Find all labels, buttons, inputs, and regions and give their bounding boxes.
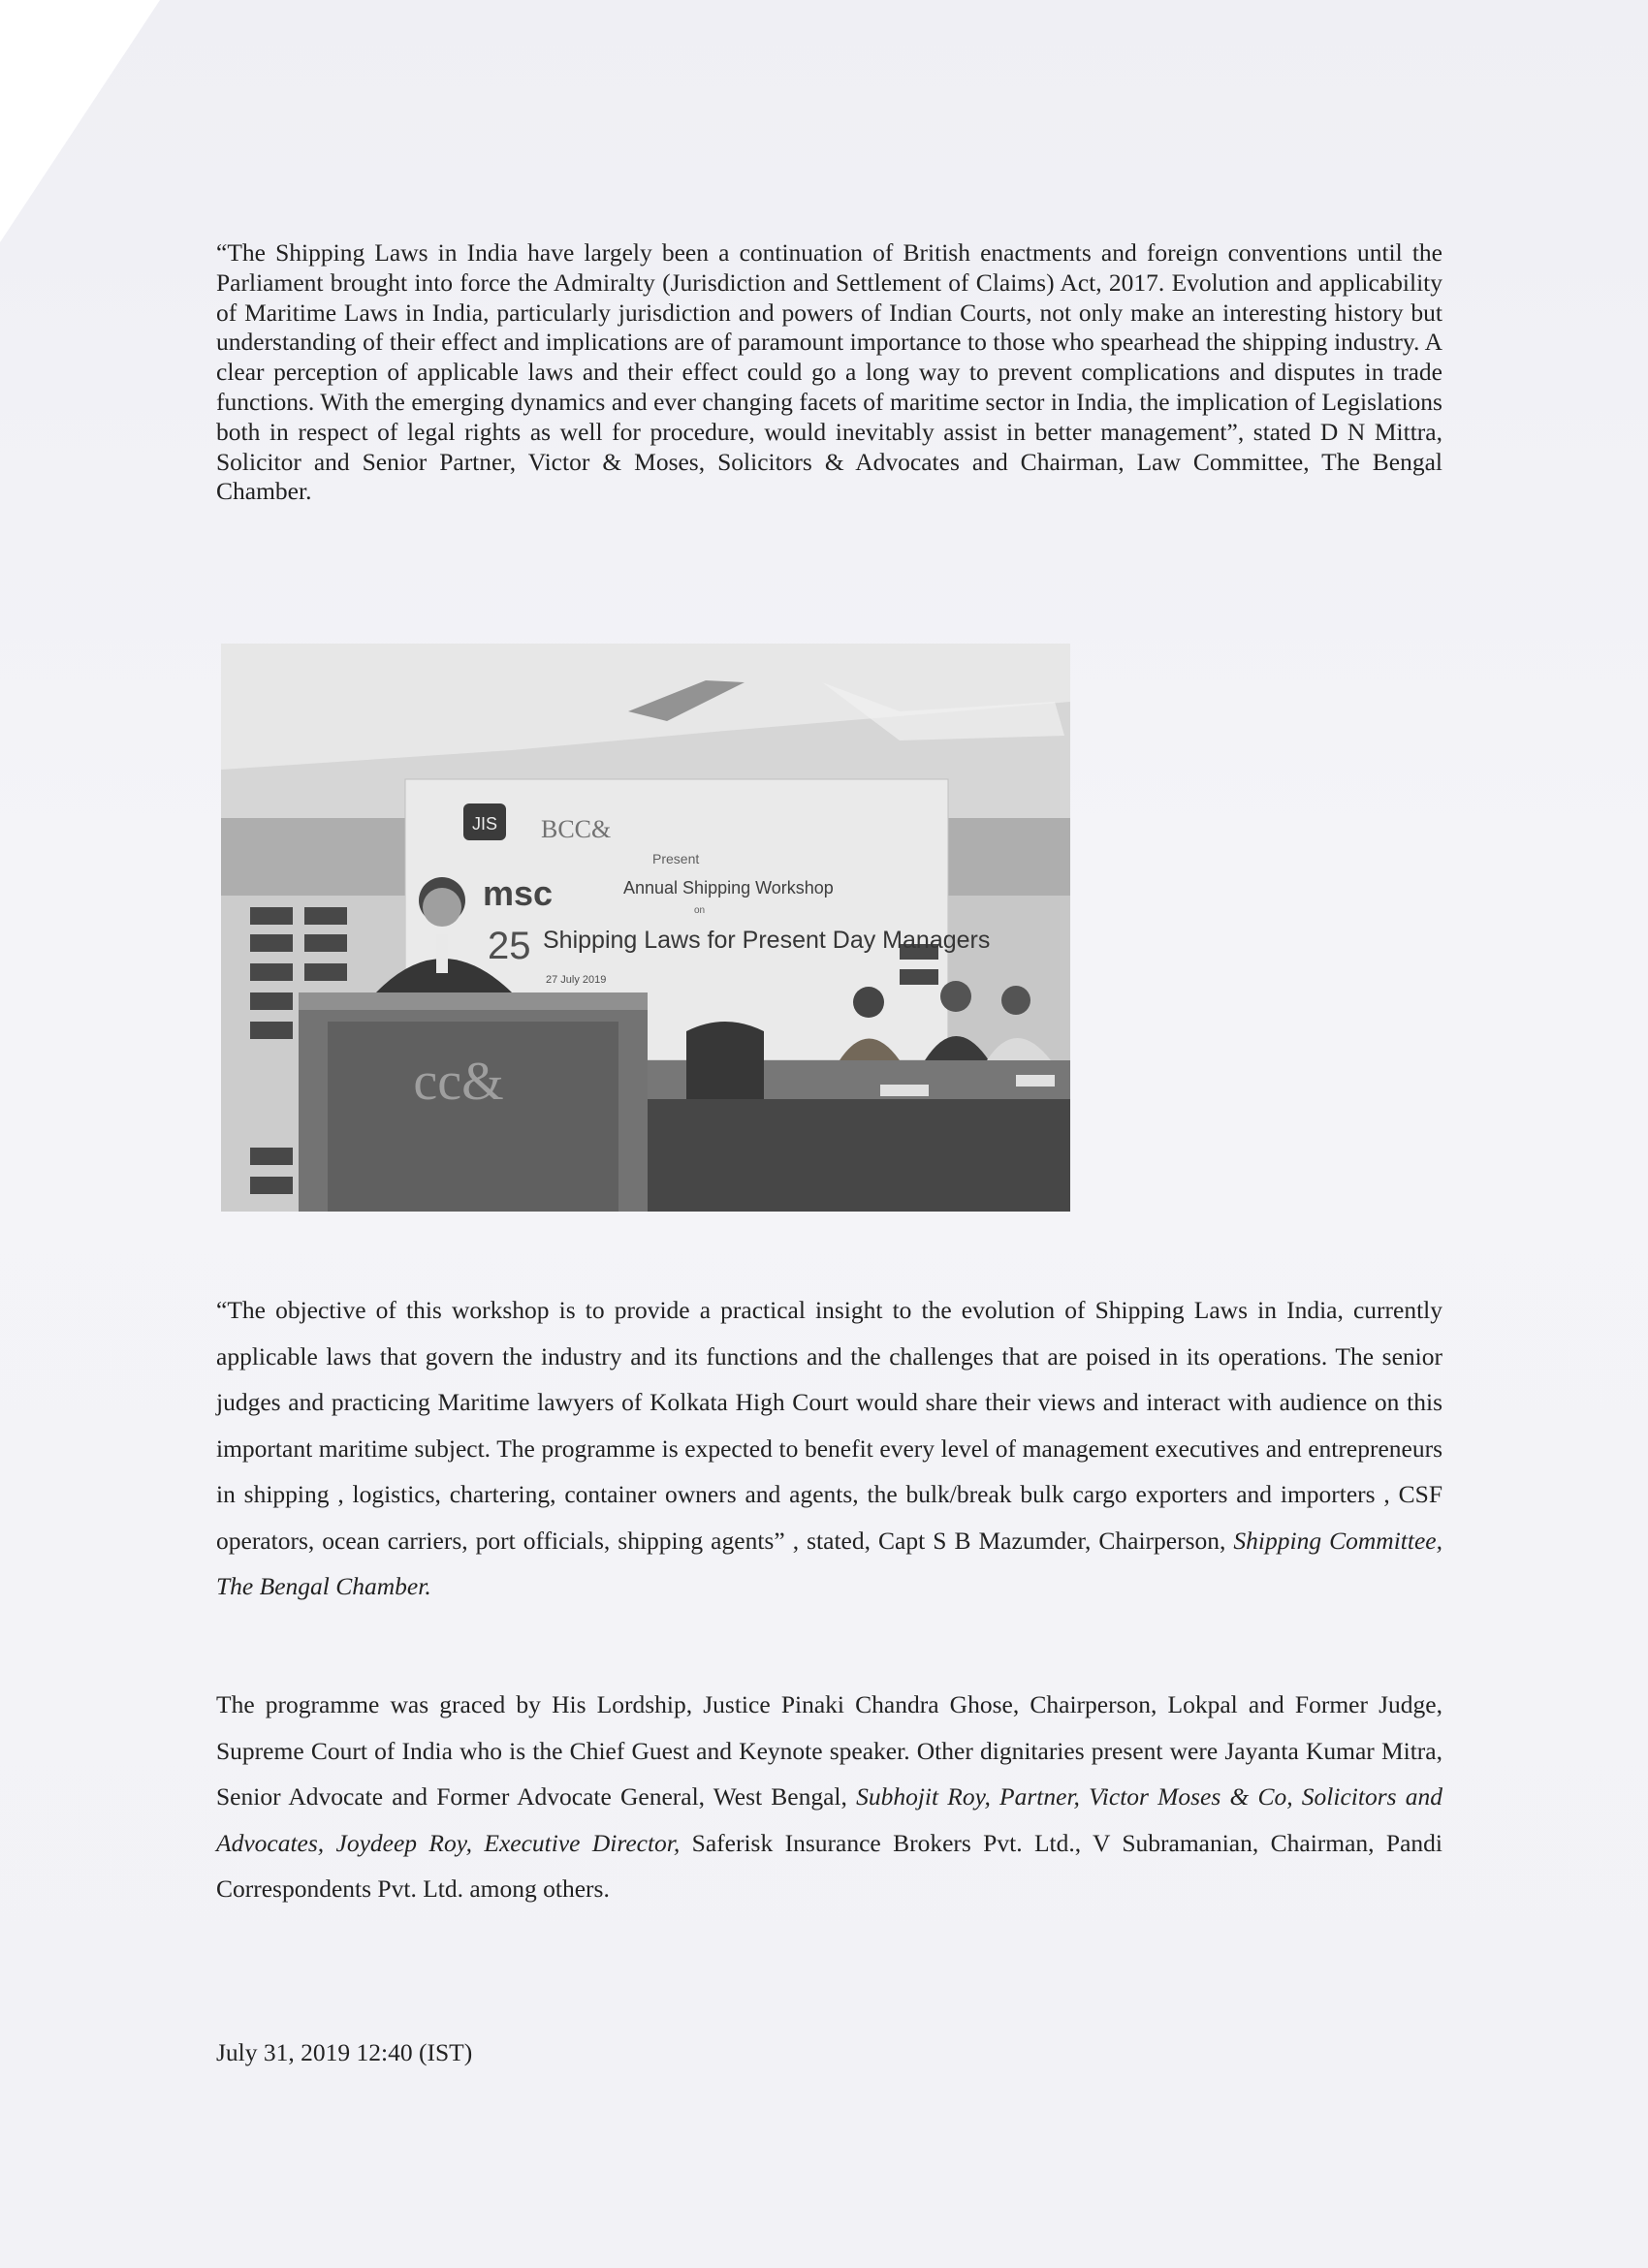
bcc-logo: BCC&: [541, 815, 612, 843]
podium-logo: cc&: [413, 1052, 504, 1112]
event-photo: [221, 644, 1070, 1212]
banner-date: 27 July 2019: [546, 974, 607, 986]
folded-corner: [0, 0, 160, 242]
paragraph-2-italic: Shipping Committee, The Bengal Chamber.: [216, 1526, 1442, 1600]
article-paragraph-3: [216, 1682, 1442, 1912]
svg-text:25: 25: [488, 925, 531, 967]
paragraph-3-italic: Subhojit Roy, Partner, Victor Moses & Co, Solicitors and Advocates, Joydeep Roy, Executive Director,: [216, 1782, 1442, 1857]
banner-on: on: [694, 905, 706, 916]
banner-present: Present: [652, 851, 700, 866]
paragraph-3-text-b: Saferisk Insurance Brokers Pvt. Ltd., V Subramanian, Chairman, Pandi Correspondents Pvt. Ltd. among others.: [216, 1828, 1443, 1903]
banner-workshop: Annual Shipping Workshop: [623, 878, 834, 898]
paragraph-2-text: “The objective of this workshop is to provide a practical insight to the evolution of Shipping Laws in India, currently applicable laws that govern the industry and its functions and the challenges that are poised in its operations. The senior judges and practicing Maritime lawyers of Kolkata High Court would share their views and interact with audience on this important maritime subject. The programme is expected to benefit every level of management executives and entrepreneurs in shipping , logistics, chartering, container owners and agents, the bulk/break bulk cargo exporters and importers , CSF operators, ocean carriers, port officials, shipping agents” , stated, Capt S B Mazumder, Chairperson,: [216, 1296, 1442, 1555]
jis-logo: JIS: [471, 814, 498, 834]
paragraph-3-text-a: The programme was graced by His Lordship, Justice Pinaki Chandra Ghose, Chairperson, Lokpal and Former Judge, Supreme Court of India who is the Chief Guest and Keynote speaker. Other dignitaries present were Jayanta Kumar Mitra, Senior Advocate and Former Advocate General, West Bengal,: [216, 1690, 1442, 1811]
msc-logo: msc: [483, 873, 554, 913]
banner-title: Shipping Laws for Present Day Managers: [543, 927, 991, 954]
dateline: July 31, 2019 12:40 (IST): [216, 2038, 473, 2066]
article-paragraph-1: “The Shipping Laws in India have largely been a continuation of British enactments and foreign conventions until the Parliament brought into force the Admiralty (Jurisdiction and Settlement of Claims) Act, 2017. Evolution and applicability of Maritime Laws in India, particularly jurisdiction and powers of Indian Courts, not only make an interesting history but understanding of their effect and implications are of paramount importance to those who spearhead the shipping industry. A clear perception of applicable laws and their effect could go a long way to prevent complications and disputes in trade functions. With the emerging dynamics and ever changing facets of maritime sector in India, the implication of Legislations both in respect of legal rights as well for procedure, would inevitably assist in better management”, stated D N Mittra, Solicitor and Senior Partner, Victor & Moses, Solicitors & Advocates and Chairman, Law Committee, The Bengal Chamber.: [216, 238, 1442, 506]
article-paragraph-2: [216, 1287, 1442, 1610]
